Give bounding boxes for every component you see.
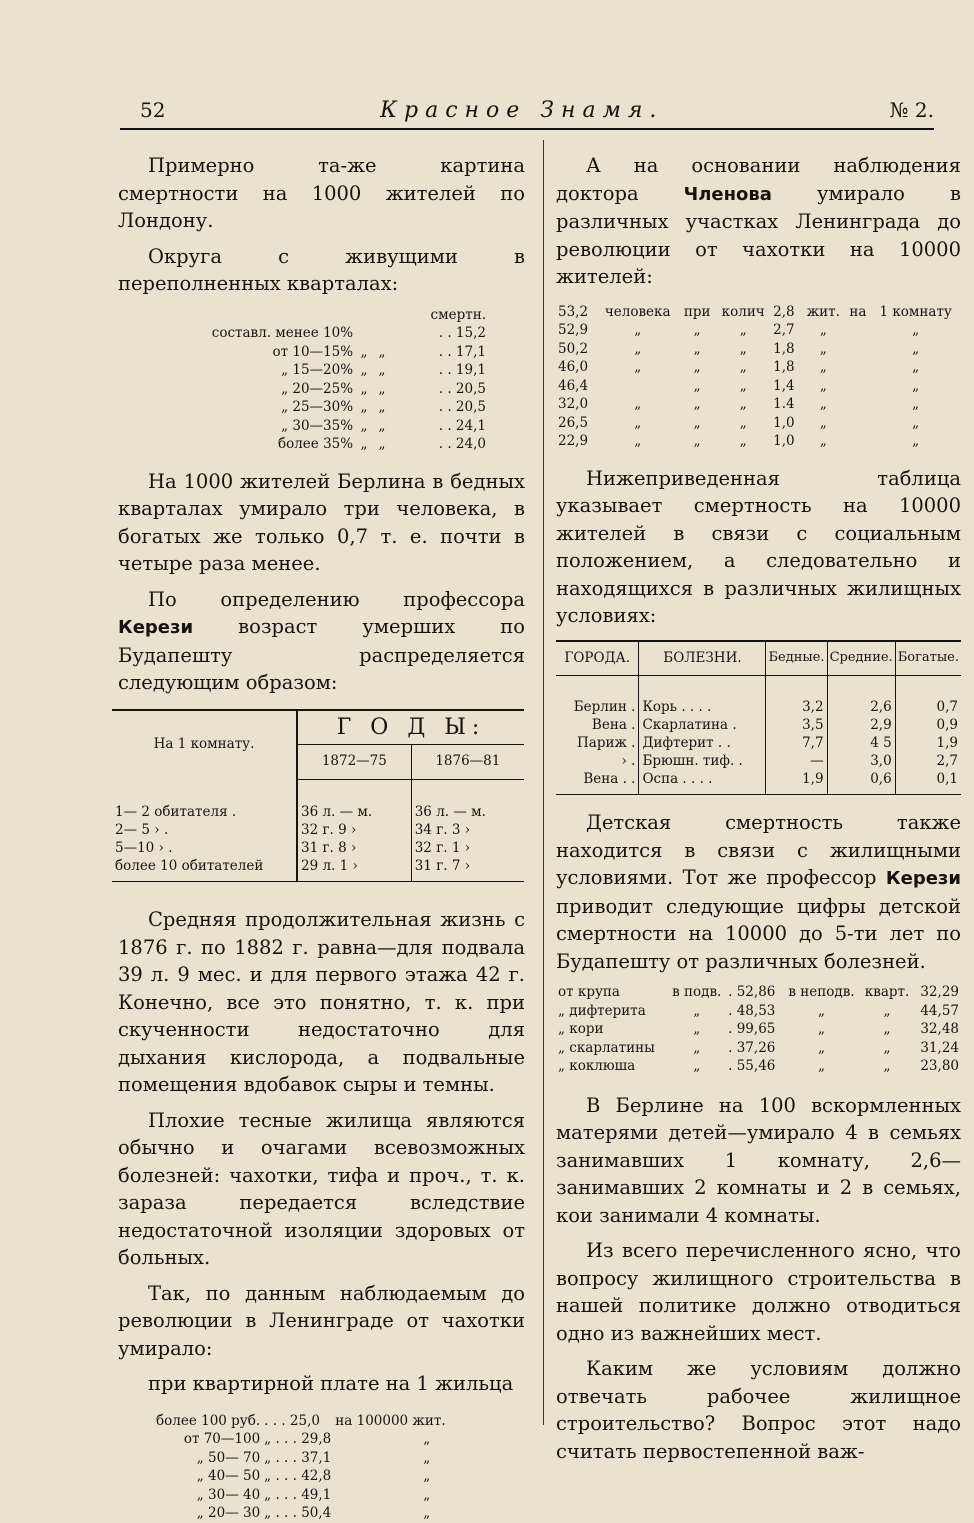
table-cell: „ . . . 37,1 (264, 1449, 332, 1466)
table-cell: „ (817, 1058, 825, 1074)
table-cell: „ (817, 1002, 825, 1019)
table-cell: „ (739, 414, 747, 431)
table-cell: 2,6 (827, 698, 895, 716)
table-row (154, 1412, 448, 1431)
table-cell: „ 15—20% (281, 362, 354, 378)
table-cell: на (849, 303, 867, 320)
table-cell: 0,7 (895, 698, 961, 716)
table-cell: . . 19,1 (438, 362, 486, 378)
table-cell: жит. (806, 303, 840, 320)
table-row (556, 1002, 961, 1021)
table-cell: 0,6 (827, 770, 895, 788)
table-cell: в подв. (672, 984, 722, 1000)
table-cell: „ (817, 1039, 825, 1056)
table-cell: „ (912, 396, 920, 412)
table-cell: „ (360, 417, 368, 434)
table-row (112, 857, 524, 875)
table-cell: человека (604, 303, 671, 320)
table-cell: 32,29 (920, 984, 959, 1000)
table-cell: „ (423, 1486, 431, 1503)
table-cell (845, 432, 870, 451)
table-cell: 0,1 (895, 770, 961, 788)
table-cell: „ (693, 1058, 701, 1074)
table-cell: 22,9 (558, 433, 589, 449)
left-column (115, 152, 525, 1523)
table-cell: „ (883, 1002, 891, 1019)
child-mortality-table (556, 983, 961, 1076)
table-row (112, 803, 524, 821)
table-cell: Оспа . . . . (639, 770, 766, 788)
table-cell: . . 24,0 (438, 436, 486, 452)
table-cell: Париж . (577, 735, 636, 751)
table-cell: 1.4 (773, 396, 795, 412)
table-cell: „ (423, 1431, 431, 1447)
table-cell: „ (819, 396, 827, 412)
table-cell: . . 20,5 (438, 399, 486, 415)
table-cell (845, 414, 870, 433)
table-cell: „ (634, 322, 642, 338)
table-cell: „ . . . 49,1 (264, 1486, 332, 1503)
column-header: 1876—81 (411, 745, 524, 780)
table-cell: Берлин . (573, 699, 636, 715)
column-header: смертн. (430, 306, 486, 323)
table-cell: „ (693, 396, 701, 412)
table-cell: более 35% (277, 436, 354, 452)
table-cell: 2,7 (773, 322, 795, 338)
table-cell: „ (378, 362, 386, 378)
table-cell: „ (819, 377, 827, 394)
table-cell (373, 324, 391, 343)
table-row (556, 770, 961, 788)
table-cell (845, 321, 870, 340)
table-cell: 2,9 (827, 716, 895, 734)
table-cell: . . . 25,0 (264, 1412, 320, 1429)
table-cell: 34 г. 3 › (411, 821, 524, 839)
table-cell: „ (912, 433, 920, 449)
table-cell: „ (912, 414, 920, 431)
table-cell: 3,0 (827, 752, 895, 770)
group-header: Г О Д Ы: (297, 710, 524, 745)
table-cell: „ (378, 380, 386, 397)
table-cell: „ (912, 359, 920, 375)
table-cell: 46,0 (558, 359, 589, 375)
table-cell: „ (819, 359, 827, 375)
table-cell: „ (912, 377, 920, 394)
table-row (556, 377, 961, 396)
table-cell: . 55,46 (728, 1058, 776, 1074)
table-cell: 26,5 (558, 414, 589, 431)
page-number: 52 (140, 98, 166, 122)
table-cell: „ (693, 340, 701, 357)
table-cell: Дифтерит . . (639, 734, 766, 752)
paragraph: Плохие тесные жилища являются обычно и очагами всевозможных болезней: чахотки, тифа и проч., т. к. зараза передается вследствие недостаточной изоляции здоровых от больных. (118, 1108, 525, 1269)
table-cell: „ (883, 1021, 891, 1037)
table-cell: „ (693, 1002, 701, 1019)
table-cell: 2,7 (895, 752, 961, 770)
table-row (556, 752, 961, 770)
table-cell: 32 г. 1 › (411, 839, 524, 857)
table-cell: при (683, 303, 711, 320)
table-cell: более 100 руб. (156, 1412, 261, 1429)
table-row (112, 839, 524, 857)
table-row (118, 398, 488, 417)
table-row (118, 343, 488, 362)
table-cell: „ (739, 359, 747, 375)
table-cell: „ (739, 377, 747, 394)
paragraph: Нижеприведенная таблица указывает смертность на 10000 жителей в связи с социальным положением, а следовательно и находящихся в различных жилищных условиях: (556, 466, 961, 627)
table-cell: „ (423, 1505, 431, 1521)
table-cell: „ (819, 433, 827, 449)
table-cell: Вена . . (583, 771, 636, 787)
table-cell: 32 г. 9 › (297, 821, 411, 839)
table-row (154, 1486, 448, 1505)
paragraph: при квартирной плате на 1 жильца (148, 1372, 514, 1395)
table-cell: „ 25—30% (281, 399, 354, 415)
publication-title: Красное Знамя. (380, 98, 664, 123)
table-cell: 1,9 (766, 770, 827, 788)
table-row (154, 1467, 448, 1486)
paragraph: Так, по данным наблюдаемым до революции в Ленинграде от чахотки умирало: (118, 1281, 525, 1360)
table-cell: „ (378, 399, 386, 415)
column-header: ГОРОДА. (564, 649, 631, 666)
table-cell: „ коклюша (558, 1058, 636, 1074)
table-cell: 29 л. 1 › (297, 857, 411, 875)
table-cell: › . (621, 753, 636, 769)
table-cell: от 70—100 (183, 1431, 261, 1447)
paragraph: А на основании наблюдения доктора Членова умирало в различных участках Ленинграда до революции от чахотки на 10000 жителей: (556, 154, 961, 288)
table-row (556, 414, 961, 433)
table-cell: 1,9 (895, 734, 961, 752)
table-cell: Корь . . . . (639, 698, 766, 716)
table-cell: 36 л. — м. (297, 803, 411, 821)
rent-table (154, 1412, 448, 1523)
table-cell (355, 324, 373, 343)
table-cell: „ (883, 1039, 891, 1056)
table-row (154, 1504, 448, 1523)
table-row (556, 716, 961, 734)
table-cell: 7,7 (766, 734, 827, 752)
table-cell: „ (634, 359, 642, 375)
table-cell: 36 л. — м. (411, 803, 524, 821)
table-cell: составл. менее 10% (211, 325, 354, 341)
table-cell: „ (912, 340, 920, 357)
table-cell: кварт. (864, 984, 910, 1000)
table-row (556, 432, 961, 451)
table-cell: 0,9 (895, 716, 961, 734)
table-cell: от крупа (558, 984, 620, 1000)
table-cell: 31,24 (920, 1039, 959, 1056)
table-cell: 50,2 (558, 340, 589, 357)
table-cell: „ (693, 433, 701, 449)
table-cell: . 48,53 (728, 1002, 776, 1019)
table-cell: „ (912, 322, 920, 338)
table-cell: „ (693, 322, 701, 338)
table-cell: „ . . . 29,8 (264, 1431, 332, 1447)
table-cell: 1,8 (773, 359, 795, 375)
paragraph: На 1000 жителей Берлина в бедных кварталах умирало три человека, в богатых же только 0,7 т. е. почти в четыре раза менее. (118, 469, 525, 575)
paragraph: Из всего перечисленного ясно, что вопросу жилищного строительства в нашей политике должно отводиться одно из важнейших мест. (556, 1239, 961, 1345)
table-cell: „ (360, 380, 368, 397)
table-cell (845, 377, 870, 396)
table-cell: „ кори (558, 1021, 604, 1037)
table-cell: „ дифтерита (558, 1002, 646, 1019)
table-cell: „ (739, 322, 747, 338)
table-cell: „ (634, 396, 642, 412)
row-header: На 1 комнату. (153, 736, 255, 752)
paragraph: Детская смертность также находится в связи с жилищными условиями. Тот же профессор Керези приводит следующие цифры детской смертности на 10000 до 5-ти лет по Будапешту от различных болезней. (556, 811, 961, 973)
table-cell: „ (693, 1021, 701, 1037)
table-cell: 31 г. 7 › (411, 857, 524, 875)
column-header: БОЛЕЗНИ. (639, 641, 766, 676)
disease-table (556, 640, 961, 796)
table-cell: 5—10 › . (115, 840, 173, 856)
table-cell: „ 50— 70 (196, 1449, 261, 1466)
table-cell: „ (378, 343, 386, 360)
paragraph: Каким же условиям должно отвечать рабочее жилищное строительство? Вопрос этот надо считать первостепенной важ- (556, 1357, 961, 1463)
table-cell: Скарлатина . (639, 716, 766, 734)
table-row (556, 1039, 961, 1058)
table-cell: . 99,65 (728, 1021, 776, 1037)
table-cell: 1— 2 обитателя . (115, 804, 237, 820)
table-cell: „ (739, 396, 747, 412)
table-cell: „ 40— 50 (196, 1468, 261, 1484)
table-row (556, 983, 961, 1002)
table-row (556, 698, 961, 716)
table-cell: . . 15,2 (438, 325, 486, 341)
table-row (556, 358, 961, 377)
table-cell: 3,2 (766, 698, 827, 716)
table-cell: „ 30—35% (281, 417, 354, 434)
table-row (118, 380, 488, 399)
table-cell: 44,57 (920, 1002, 959, 1019)
table-cell: в неподв. (788, 984, 855, 1000)
table-cell: . 37,26 (728, 1039, 776, 1056)
table-row (556, 395, 961, 414)
table-row (556, 734, 961, 752)
paragraph: Округа с живущими в переполненных кварталах: (118, 244, 525, 295)
table-cell: „ 20— 30 (196, 1505, 261, 1521)
table-cell: „ (819, 322, 827, 338)
table-cell: Вена . (591, 717, 636, 733)
table-cell: „ 20—25% (281, 380, 354, 397)
table-row (118, 324, 488, 343)
table-cell: „ (378, 436, 386, 452)
table-cell: „ (693, 377, 701, 394)
table-row (556, 321, 961, 340)
table-cell: 1,8 (773, 340, 795, 357)
table-cell: „ (360, 362, 368, 378)
table-cell: „ скарлатины (558, 1039, 655, 1056)
table-cell: „ (378, 417, 386, 434)
table-cell: „ (423, 1468, 431, 1484)
table-cell: 52,9 (558, 322, 589, 338)
table-cell: „ (693, 359, 701, 375)
table-cell: 46,4 (558, 377, 589, 394)
table-cell: 3,5 (766, 716, 827, 734)
table-cell: колич (721, 303, 765, 320)
table-cell: на 100000 жит. (335, 1412, 446, 1429)
table-row (118, 435, 488, 454)
table-row (556, 1020, 961, 1039)
age-table (112, 709, 524, 883)
table-cell: 1,0 (773, 433, 795, 449)
table-row (154, 1430, 448, 1449)
table-row (118, 417, 488, 436)
header-rule (120, 128, 934, 130)
table-cell: 53,2 (558, 303, 589, 320)
table-cell: „ (634, 433, 642, 449)
right-column (556, 152, 961, 1473)
column-divider (543, 140, 544, 1425)
table-cell: „ (883, 1058, 891, 1074)
column-header: Средние. (827, 641, 895, 676)
table-row (154, 1449, 448, 1468)
table-cell (845, 395, 870, 414)
table-cell: 32,48 (920, 1021, 959, 1037)
table-cell (596, 377, 679, 396)
table-cell: 1,0 (773, 414, 795, 431)
table-cell: 2— 5 › . (115, 822, 169, 838)
table-cell: „ . . . 42,8 (264, 1468, 332, 1484)
table-cell: „ (423, 1449, 431, 1466)
column-header: Бедные. (766, 641, 827, 676)
page-header (140, 98, 934, 128)
table-cell: . . 20,5 (438, 380, 486, 397)
table-cell: „ 30— 40 (196, 1486, 261, 1503)
table-row (556, 1057, 961, 1076)
column-header: 1872—75 (297, 745, 411, 780)
table-cell: „ (819, 414, 827, 431)
column-header: Богатые. (895, 641, 961, 676)
table-cell: 1 комнату (879, 303, 952, 320)
table-cell: — (766, 752, 827, 770)
table-cell: „ (360, 399, 368, 415)
table-cell: 4 5 (827, 734, 895, 752)
room-table (556, 303, 961, 451)
table-cell: „ (634, 414, 642, 431)
table-cell: 1,4 (773, 377, 795, 394)
table-cell: „ (817, 1021, 825, 1037)
table-cell: „ (634, 340, 642, 357)
table-cell: „ (693, 414, 701, 431)
issue-number: № 2. (889, 98, 934, 122)
table-cell: „ (360, 436, 368, 452)
table-row (556, 303, 961, 322)
table-row (118, 361, 488, 380)
table-cell: 31 г. 8 › (297, 839, 411, 857)
table-cell: от 10—15% (272, 343, 354, 360)
paragraph: В Берлине на 100 вскормленных матерями детей—умирало 4 в семьях занимавших 1 комнату, 2,6—занимавших 2 комнаты и 2 в семьях, кои занимали 4 комнаты. (556, 1093, 961, 1227)
paragraph: По определению профессора Керези возраст умерших по Будапешту распределяется следующим образом: (118, 587, 525, 694)
table-cell: 32,0 (558, 396, 589, 412)
paragraph: Средняя продолжительная жизнь с 1876 г. по 1882 г. равна—для подвала 39 л. 9 мес. и для первого этажа 42 г. Конечно, все это понятно, т. к. при скученности недостаточно для дыхания кислорода, а подвальные помещения вдобавок сыры и темны. (118, 908, 525, 1096)
table-cell: „ (739, 340, 747, 357)
table-cell: 2,8 (773, 303, 795, 320)
table-cell: „ (739, 433, 747, 449)
paragraph: Примерно та-же картина смертности на 1000 жителей по Лондону. (118, 154, 525, 232)
table-cell: . . 24,1 (438, 417, 486, 434)
table-row (556, 340, 961, 359)
table-cell: более 10 обитателей (115, 858, 264, 874)
table-cell: . . 17,1 (438, 343, 486, 360)
table-cell: „ (819, 340, 827, 357)
table-cell (845, 340, 870, 359)
table-cell: „ (360, 343, 368, 360)
table-cell: Брюшн. тиф. . (639, 752, 766, 770)
london-table (118, 306, 488, 454)
table-cell: „ (693, 1039, 701, 1056)
table-cell (845, 358, 870, 377)
table-row (112, 821, 524, 839)
table-cell: „ . . . 50,4 (264, 1505, 332, 1521)
table-cell: 23,80 (920, 1058, 959, 1074)
table-cell: . 52,86 (728, 984, 776, 1000)
